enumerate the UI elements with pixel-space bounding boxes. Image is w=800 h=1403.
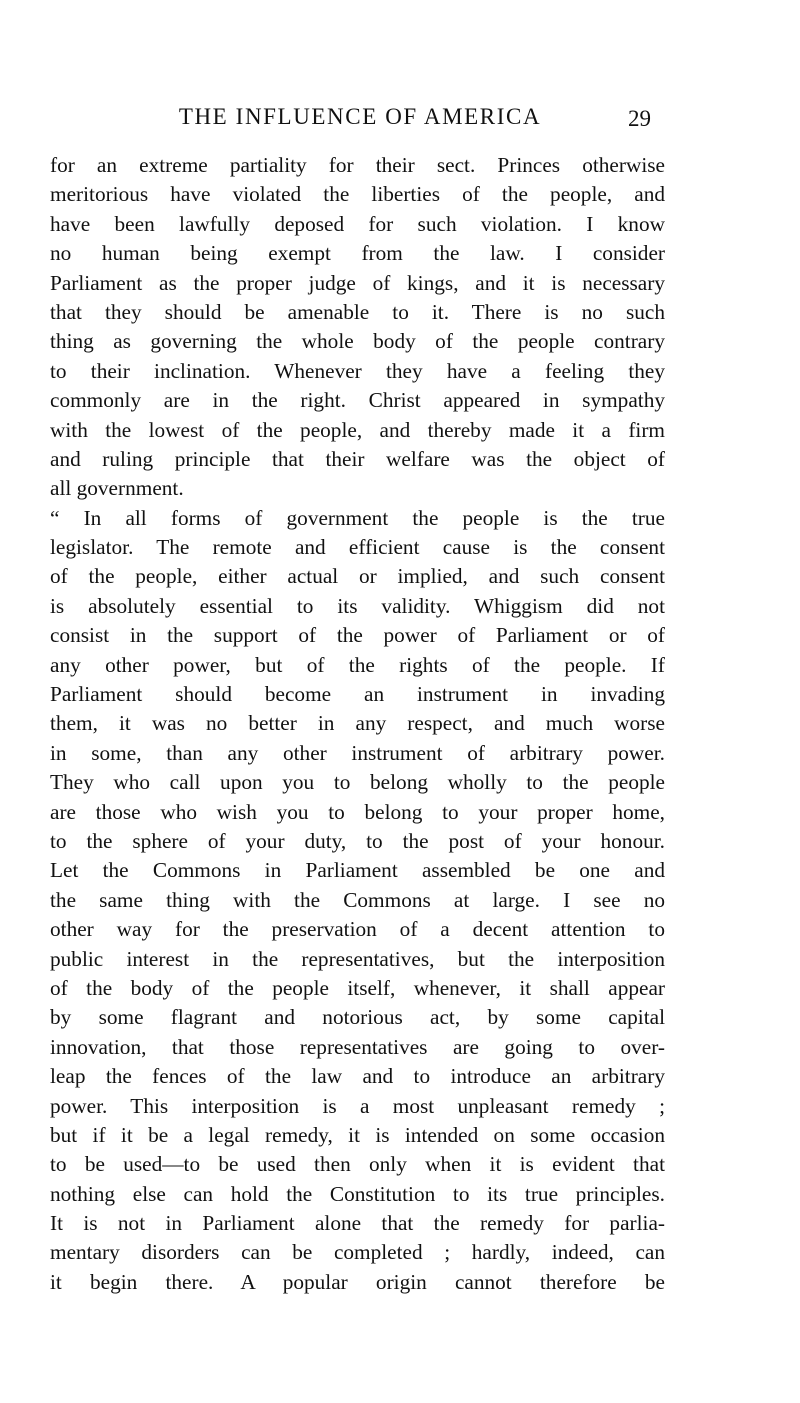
text-line: to their inclination. Whenever they have a feeling they	[50, 358, 665, 383]
text-line: consist in the support of the power of Parliament or of	[50, 623, 665, 648]
text-line: It is not in Parliament alone that the remedy for parlia-	[50, 1211, 665, 1236]
text-line: with the lowest of the people, and thereby made it a firm	[50, 417, 665, 442]
paragraph	[50, 504, 665, 1298]
text-line: legislator. The remote and efficient cause is the consent	[50, 535, 665, 560]
text-line: all government.	[50, 476, 184, 501]
text-line: other way for the preservation of a decent attention to	[50, 917, 665, 942]
text-line: to the sphere of your duty, to the post of your honour.	[50, 828, 665, 853]
text-line: thing as governing the whole body of the people contrary	[50, 329, 665, 354]
text-line: of the body of the people itself, whenever, it shall appear	[50, 975, 665, 1000]
text-line: is absolutely essential to its validity. Whiggism did not	[50, 593, 665, 618]
running-header	[50, 104, 665, 134]
text-line: them, it was no better in any respect, and much worse	[50, 711, 665, 736]
text-line: nothing else can hold the Constitution to its true principles.	[50, 1181, 665, 1206]
text-line: leap the fences of the law and to introduce an arbitrary	[50, 1064, 665, 1089]
text-line: any other power, but of the rights of the people. If	[50, 652, 665, 677]
text-line: They who call upon you to belong wholly to the people	[50, 770, 665, 795]
text-line: in some, than any other instrument of arbitrary power.	[50, 740, 665, 765]
text-line: by some flagrant and notorious act, by some capital	[50, 1005, 665, 1030]
text-line: no human being exempt from the law. I consider	[50, 241, 665, 266]
text-line: of the people, either actual or implied, and such consent	[50, 564, 665, 589]
text-line: “ In all forms of government the people is the true	[50, 505, 665, 530]
text-line: meritorious have violated the liberties of the people, and	[50, 182, 665, 207]
text-line: public interest in the representatives, but the interposition	[50, 946, 665, 971]
text-line: the same thing with the Commons at large. I see no	[50, 887, 665, 912]
text-line: are those who wish you to belong to your proper home,	[50, 799, 665, 824]
text-line: Parliament as the proper judge of kings, and it is necessary	[50, 270, 665, 295]
text-line: to be used—to be used then only when it is evident that	[50, 1152, 665, 1177]
text-line: but if it be a legal remedy, it is intended on some occasion	[50, 1122, 665, 1147]
text-line: for an extreme partiality for their sect. Princes otherwise	[50, 153, 665, 177]
paragraph	[50, 151, 665, 504]
text-line: Let the Commons in Parliament assembled be one and	[50, 858, 665, 883]
body-text	[50, 151, 665, 1297]
running-title: THE INFLUENCE OF AMERICA	[178, 104, 542, 129]
text-line: innovation, that those representatives are going to over-	[50, 1034, 665, 1059]
text-line: mentary disorders can be completed ; hardly, indeed, can	[50, 1240, 665, 1265]
text-line: it begin there. A popular origin cannot therefore be	[50, 1269, 665, 1294]
text-line: Parliament should become an instrument in invading	[50, 682, 665, 707]
text-line: have been lawfully deposed for such violation. I know	[50, 211, 665, 236]
text-line: commonly are in the right. Christ appeared in sympathy	[50, 388, 665, 413]
text-line: power. This interposition is a most unpleasant remedy ;	[50, 1093, 665, 1118]
page-number: 29	[628, 106, 651, 131]
text-line: and ruling principle that their welfare was the object of	[50, 446, 665, 471]
text-line: that they should be amenable to it. There is no such	[50, 299, 665, 324]
